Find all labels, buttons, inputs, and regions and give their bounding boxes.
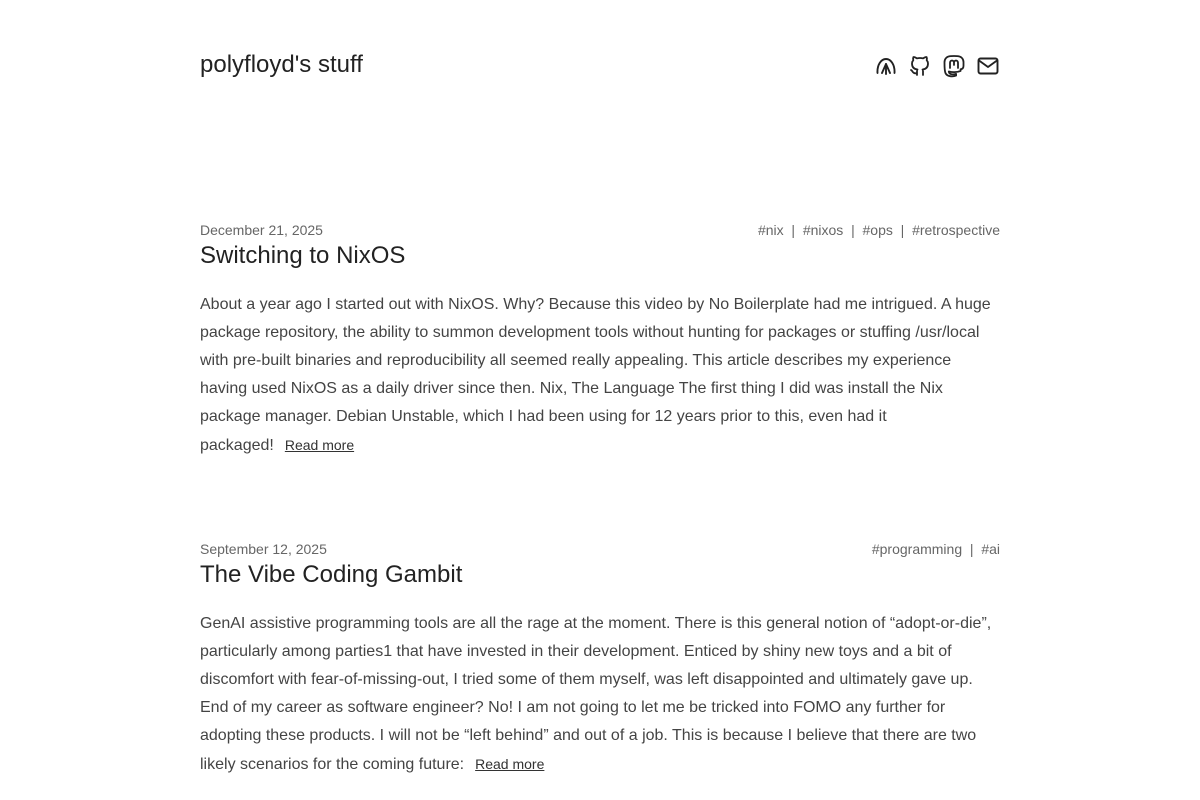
post-excerpt-text: GenAI assistive programming tools are all the rage at the moment. There is this general notion of “adopt-or-die”, particularly among parties1 that have invested in their development. Enticed by shiny new toys and a bit of discomfort with fear-of-missing-out, I tried some of them myself, was left disappointed and ultimately gave up. End of my career as software engineer? No! I am not going to let me be tricked into FOMO any further for adopting these products. I will not be “left behind” and out of a job. This is because I believe that there are two likely scenarios for the coming future: bbox=[200, 615, 992, 773]
post-title[interactable]: The Vibe Coding Gambit bbox=[200, 561, 463, 588]
tag-separator: | bbox=[787, 222, 799, 238]
mastodon-icon[interactable] bbox=[942, 54, 966, 78]
polyfloyd-logo-icon[interactable] bbox=[874, 54, 898, 78]
mail-icon[interactable] bbox=[976, 54, 1000, 78]
site-header bbox=[200, 48, 1000, 88]
tag-link[interactable]: #ops bbox=[862, 222, 893, 238]
tag-link[interactable]: #ai bbox=[981, 541, 1000, 557]
tag-link[interactable]: #nix bbox=[757, 222, 784, 238]
tag-link[interactable]: #nixos bbox=[802, 222, 844, 238]
site-title-link[interactable]: polyfloyd's stuff bbox=[200, 51, 363, 78]
post-card bbox=[200, 539, 1000, 779]
tag-link[interactable]: #retrospective bbox=[912, 222, 1000, 238]
post-tags bbox=[758, 220, 1000, 240]
read-more-link[interactable]: Read more bbox=[284, 437, 355, 453]
tag-separator: | bbox=[847, 222, 859, 238]
post-excerpt bbox=[200, 610, 1000, 779]
post-card bbox=[200, 220, 1000, 460]
post-excerpt-text: About a year ago I started out with NixOS. Why? Because this video by No Boilerplate had me intrigued. A huge package repository, the ability to summon development tools without hunting for packages or stuffing /usr/local with pre-built binaries and reproducibility all seemed really appealing. This article describes my experience having used NixOS as a daily driver since then. Nix, The Language The first thing I did was install the Nix package manager. Debian Unstable, which I had been using for 12 years prior to this, even had it packaged! bbox=[200, 296, 991, 454]
read-more-link[interactable]: Read more bbox=[475, 756, 545, 772]
post-tags bbox=[872, 539, 1000, 559]
post-meta bbox=[200, 220, 1000, 240]
tag-separator: | bbox=[896, 222, 909, 238]
tag-link[interactable]: #programming bbox=[871, 541, 963, 557]
tag-separator: | bbox=[966, 541, 978, 557]
post-date: September 12, 2025 bbox=[200, 541, 327, 557]
post-excerpt bbox=[200, 291, 1000, 460]
post-title[interactable]: Switching to NixOS bbox=[200, 242, 406, 269]
social-links bbox=[874, 54, 1000, 78]
post-date: December 21, 2025 bbox=[200, 222, 323, 238]
post-meta bbox=[200, 539, 1000, 559]
github-icon[interactable] bbox=[908, 54, 932, 78]
